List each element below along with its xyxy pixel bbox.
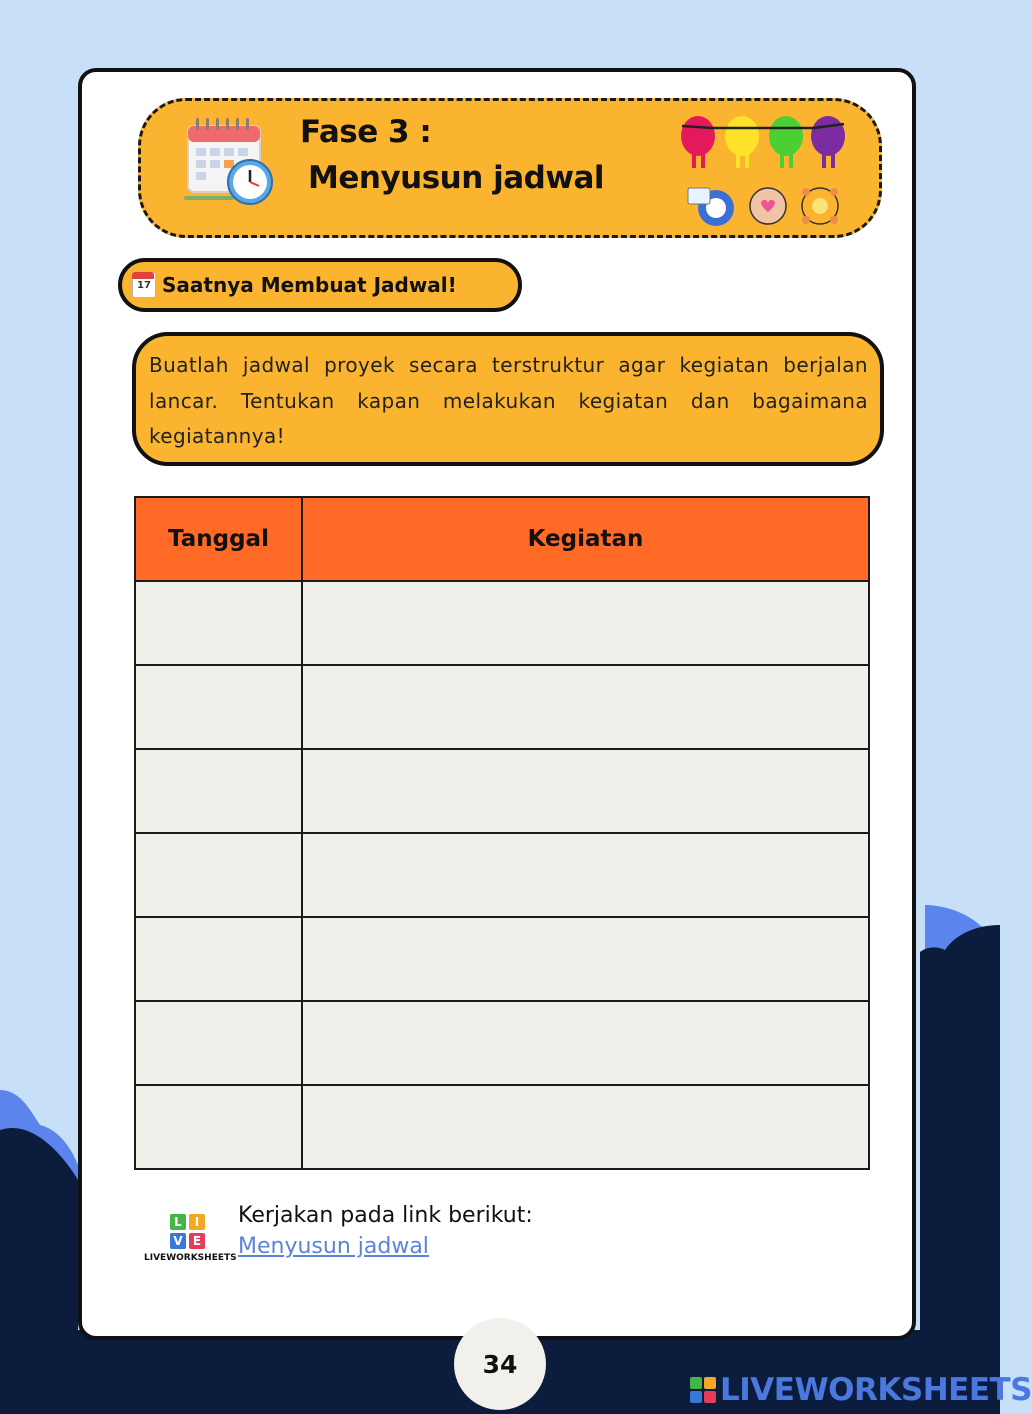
tanggal-cell[interactable] bbox=[135, 917, 302, 1001]
tanggal-cell[interactable] bbox=[135, 1001, 302, 1085]
brand-grid-icon bbox=[690, 1377, 716, 1403]
table-row bbox=[135, 749, 869, 833]
kegiatan-cell[interactable] bbox=[302, 917, 869, 1001]
table-row bbox=[135, 833, 869, 917]
kegiatan-cell[interactable] bbox=[302, 581, 869, 665]
table-row bbox=[135, 581, 869, 665]
calendar-clock-icon bbox=[184, 116, 276, 208]
page-number: 34 bbox=[454, 1318, 546, 1410]
calendar-emoji-icon: 17 bbox=[132, 272, 156, 298]
logo-wordmark: LIVEWORKSHEETS bbox=[144, 1253, 237, 1263]
kegiatan-cell[interactable] bbox=[302, 1001, 869, 1085]
table-row bbox=[135, 1085, 869, 1169]
kegiatan-cell[interactable] bbox=[302, 665, 869, 749]
tanggal-cell[interactable] bbox=[135, 833, 302, 917]
worksheet-link[interactable]: Menyusun jadwal bbox=[238, 1234, 429, 1259]
brand-watermark bbox=[690, 1372, 1032, 1408]
schedule-table bbox=[134, 496, 870, 1170]
column-header-tanggal: Tanggal bbox=[135, 497, 302, 581]
kegiatan-cell[interactable] bbox=[302, 749, 869, 833]
kegiatan-cell[interactable] bbox=[302, 833, 869, 917]
table-row bbox=[135, 665, 869, 749]
tanggal-cell[interactable] bbox=[135, 1085, 302, 1169]
phase-label: Fase 3 : bbox=[300, 114, 432, 150]
kegiatan-cell[interactable] bbox=[302, 1085, 869, 1169]
section-heading-label: Saatnya Membuat Jadwal! bbox=[162, 273, 457, 297]
page-title: Menyusun jadwal bbox=[308, 160, 605, 196]
table-row bbox=[135, 917, 869, 1001]
brand-text: LIVEWORKSHEETS bbox=[720, 1372, 1032, 1408]
tanggal-cell[interactable] bbox=[135, 749, 302, 833]
table-header-row bbox=[135, 497, 869, 581]
teamwork-characters-icon bbox=[672, 106, 862, 232]
logo-grid-icon: L I V E bbox=[170, 1214, 206, 1250]
tanggal-cell[interactable] bbox=[135, 665, 302, 749]
table-row bbox=[135, 1001, 869, 1085]
section-heading bbox=[118, 258, 522, 312]
link-prompt: Kerjakan pada link berikut: bbox=[238, 1203, 533, 1228]
liveworksheets-logo bbox=[140, 1212, 237, 1268]
tanggal-cell[interactable] bbox=[135, 581, 302, 665]
column-header-kegiatan: Kegiatan bbox=[302, 497, 869, 581]
instruction-text: Buatlah jadwal proyek secara terstruktur agar kegiatan berjalan lancar. Tentukan kapan melakukan kegiatan dan bagaimana kegiatannya! bbox=[132, 332, 884, 466]
